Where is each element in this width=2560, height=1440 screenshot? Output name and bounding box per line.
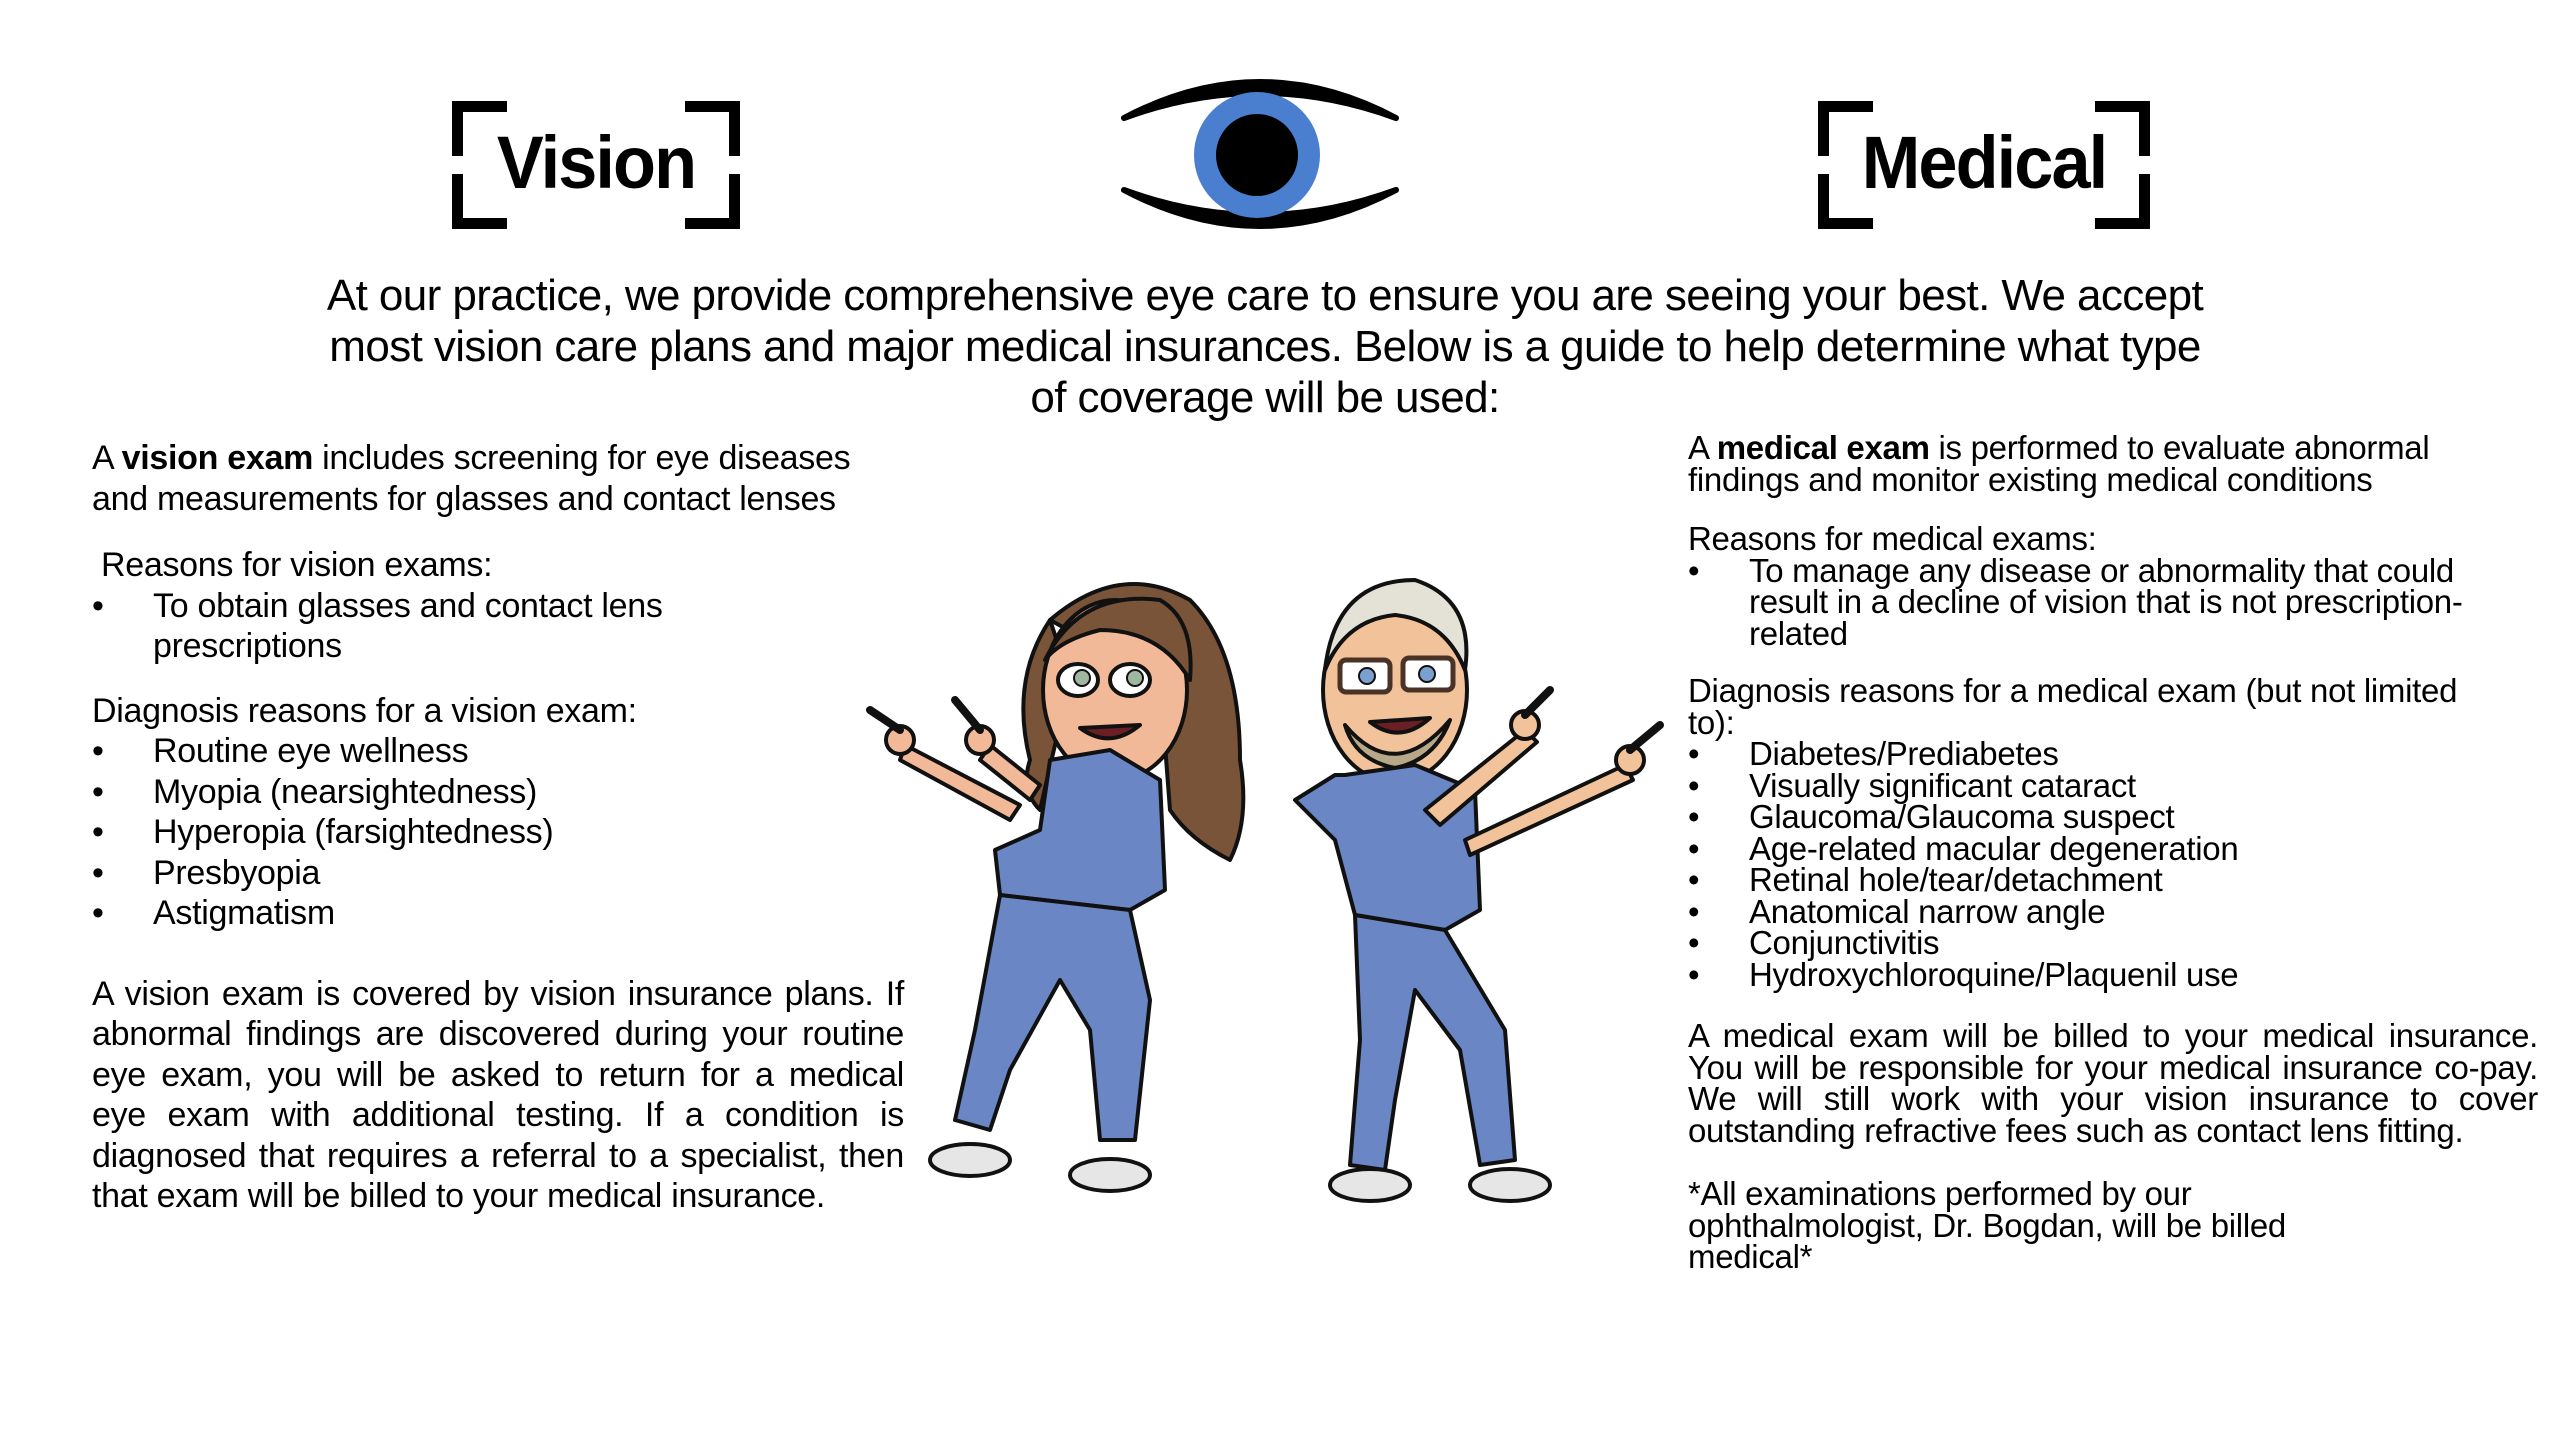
vision-reasons-list [92, 586, 792, 667]
medical-logo [1818, 101, 2150, 229]
list-item: • Age-related macular degeneration [1688, 833, 2538, 865]
list-item: • To manage any disease or abnormality that could result in a decline of vision that is not prescription-related [1688, 555, 2488, 650]
medical-reasons-list [1688, 551, 2488, 652]
medical-diagnosis-heading: Diagnosis reasons for a medical exam (but not limited to): [1688, 672, 2458, 741]
vision-coverage-paragraph: A vision exam is covered by vision insurance plans. If abnormal findings are discovered during your routine eye exam, you will be asked to return for a medical eye exam with additional testing. If a condition is diagnosed that requires a referral to a specialist, then that exam will be billed to your medical insurance. [92, 974, 904, 1215]
list-item: • Conjunctivitis [1688, 927, 2538, 959]
list-item: • Hyperopia (farsightedness) [92, 812, 904, 853]
list-item: • Astigmatism [92, 893, 904, 934]
medical-exam-term: medical exam [1716, 429, 1930, 466]
medical-billing-note: *All examinations performed by our ophthalmologist, Dr. Bogdan, will be billed medical* [1688, 1175, 2286, 1275]
list-item: • Myopia (nearsightedness) [92, 772, 904, 813]
vision-diagnosis-heading: Diagnosis reasons for a vision exam: [92, 691, 637, 730]
vision-logo-text: Vision [496, 121, 696, 204]
intro-line: most vision care plans and major medical insurances. Below is a guide to help determine what type [329, 322, 2201, 371]
list-item: • Anatomical narrow angle [1688, 896, 2538, 928]
eye-icon [1118, 66, 1402, 242]
female-doctor-avatar [870, 584, 1243, 1191]
medical-reasons-heading: Reasons for medical exams: [1688, 520, 2097, 557]
medical-logo-text: Medical [1861, 121, 2107, 204]
medical-diagnosis-list [1688, 735, 2538, 993]
list-item: • Visually significant cataract [1688, 770, 2538, 802]
list-item: • To obtain glasses and contact lens prescriptions [92, 586, 792, 667]
vision-diagnosis-list [92, 731, 904, 934]
intro-line: At our practice, we provide comprehensive eye care to ensure you are seeing your best. We accept [326, 271, 2204, 320]
vision-exam-term: vision exam [121, 439, 314, 477]
list-item: • Hydroxychloroquine/Plaquenil use [1688, 959, 2538, 991]
list-item: • Glaucoma/Glaucoma suspect [1688, 801, 2538, 833]
vision-reasons-heading: Reasons for vision exams: [101, 546, 493, 584]
list-item: • Presbyopia [92, 853, 904, 894]
male-doctor-avatar [1295, 580, 1660, 1201]
medical-billing-paragraph: A medical exam will be billed to your medical insurance. You will be responsible for your medical insurance co-pay. We will still work with your vision insurance to cover outstanding refractive fees such as contact lens fitting. [1688, 1017, 2538, 1149]
vision-logo [452, 101, 740, 229]
doctors-illustration [860, 560, 1690, 1260]
medical-lead: A medical exam is performed to evaluate abnormal findings and monitor existing medical conditions [1688, 429, 2430, 498]
intro-paragraph [130, 270, 2400, 423]
list-item: • Routine eye wellness [92, 731, 904, 772]
medical-column [1688, 429, 2538, 1275]
vision-lead: A vision exam includes screening for eye diseases and measurements for glasses and contact lenses [92, 439, 851, 518]
list-item: • Diabetes/Prediabetes [1688, 738, 2538, 770]
intro-line: of coverage will be used: [1030, 373, 1500, 422]
list-item: • Retinal hole/tear/detachment [1688, 864, 2538, 896]
vision-column [92, 438, 904, 1217]
